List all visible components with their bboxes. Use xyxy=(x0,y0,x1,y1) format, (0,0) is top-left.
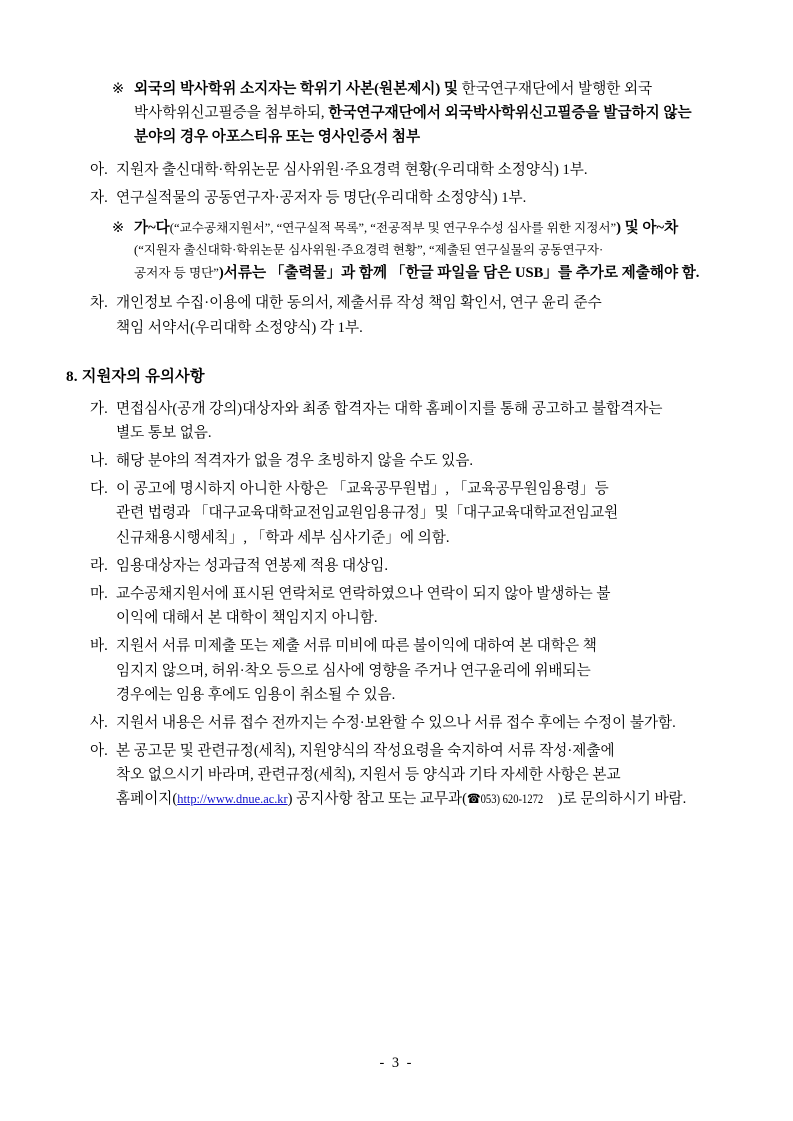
section8-item-a-line3 xyxy=(66,788,727,810)
section8-item-ra xyxy=(66,555,727,577)
section8-item-da-line1: 이 공고에 명시하지 아니한 사항은 「교육공무원법」, 「교육공무원임용령」등 xyxy=(116,481,609,498)
homepage-mid: ) 공지사항 참고 또는 교무과( xyxy=(287,791,467,808)
section8-item-da xyxy=(66,478,727,500)
section8-item-ga-line2: 별도 통보 없음. xyxy=(116,424,212,441)
note-forms-bold-2: ) 및 아~차 xyxy=(616,219,679,236)
phone-number: 053) 620-1272 xyxy=(480,792,544,807)
note-foreign-degree-line2 xyxy=(66,102,727,124)
note-foreign-degree-line3-bold: 분야의 경우 아포스티유 또는 영사인증서 첨부 xyxy=(134,129,421,146)
note-forms-bold-1: 가~다 xyxy=(134,219,170,236)
section8-item-na xyxy=(66,450,727,472)
section8-item-ga xyxy=(66,398,727,420)
section8-item-ma xyxy=(66,583,727,605)
note-foreign-degree-text xyxy=(134,78,727,100)
list-item-cha xyxy=(66,292,727,314)
section8-item-ra-marker: 라. xyxy=(90,557,108,574)
list-item-ja-text: 연구실적물의 공동연구자·공저자 등 명단(우리대학 소정양식) 1부. xyxy=(116,189,527,206)
section8-item-sa-line1: 지원서 내용은 서류 접수 전까지는 수정·보완할 수 있으나 서류 접수 후에는 수정이 불가함. xyxy=(116,714,676,731)
note-forms-line2-text: (“지원자 출신대학·학위논문 심사위원·주요경력 현황”, “제출된 연구실물의 공동연구자· xyxy=(134,243,604,258)
note-forms-line3 xyxy=(66,262,727,284)
section8-item-ga-marker: 가. xyxy=(90,400,108,417)
section8-item-ma-line2: 이익에 대해서 본 대학이 책임지지 아니함. xyxy=(116,610,378,627)
note-forms-plain-1: (“교수공채지원서”, “연구실적 목록”, “전공적부 및 연구우수성 심사를 위한 지정서” xyxy=(169,220,617,235)
list-item-cha-marker: 차. xyxy=(90,295,108,312)
section8-item-ba xyxy=(66,635,727,657)
section8-item-a-line2: 착오 없으시기 바라며, 관련규정(세칙), 지원서 등 양식과 기타 자세한 사항은 본교 xyxy=(116,767,621,784)
list-item-a xyxy=(66,159,727,181)
list-item-ja xyxy=(66,187,727,209)
section8-item-a xyxy=(66,740,727,762)
section8-item-sa xyxy=(66,712,727,734)
section8-item-a-line1: 본 공고문 및 관련규정(세칙), 지원양식의 작성요령을 숙지하여 서류 작성·제출에 xyxy=(116,743,615,760)
phone-icon: ☎ xyxy=(467,791,481,807)
section8-item-da-line2: 관련 법령과 「대구교육대학교전임교원임용규정」및「대구교육대학교전임교원 xyxy=(116,505,619,522)
note-foreign-degree-plain-1: 한국연구재단에서 발행한 외국 xyxy=(458,81,653,97)
note-forms-text xyxy=(134,217,727,239)
page-number: - 3 - xyxy=(379,1055,414,1072)
section8-item-a-marker: 아. xyxy=(90,743,108,760)
section8-item-da-line3: 신규채용시행세칙」, 「학과 세부 심사기준」에 의함. xyxy=(116,529,450,546)
note-forms xyxy=(66,217,727,239)
note-foreign-degree-line2-plain: 박사학위신고필증을 첨부하되, xyxy=(134,105,329,122)
note-forms-marker: ※ xyxy=(112,219,125,236)
section8-item-ma-marker: 마. xyxy=(90,585,108,602)
note-forms-line3-plain: 공저자 등 명단” xyxy=(134,266,219,281)
homepage-link[interactable]: http://www.dnue.ac.kr xyxy=(177,792,288,807)
section8-item-na-line1: 해당 분야의 적격자가 없을 경우 초빙하지 않을 수도 있음. xyxy=(116,453,474,470)
note-foreign-degree xyxy=(66,78,727,100)
list-item-a-marker: 아. xyxy=(90,161,108,178)
homepage-post: )로 문의하시기 바람. xyxy=(557,791,687,808)
section8-item-na-marker: 나. xyxy=(90,453,108,470)
homepage-prefix: 홈페이지( xyxy=(116,791,178,808)
section8-item-ba-marker: 바. xyxy=(90,638,108,655)
note-marker: ※ xyxy=(112,81,125,97)
section8-item-ga-line1: 면접심사(공개 강의)대상자와 최종 합격자는 대학 홈페이지를 통해 공고하고 불합격자는 xyxy=(116,400,663,417)
note-forms-line2 xyxy=(66,241,727,260)
list-item-cha-line2: 책임 서약서(우리대학 소정양식) 각 1부. xyxy=(116,319,363,336)
section-heading-8: 8. 지원자의 유의사항 xyxy=(66,367,205,385)
section8-item-ba-line3: 경우에는 임용 후에도 임용이 취소될 수 있음. xyxy=(116,686,396,703)
note-foreign-degree-line3 xyxy=(66,126,727,148)
section8-item-ba-line1: 지원서 서류 미제출 또는 제출 서류 미비에 따른 불이익에 대하여 본 대학은 책 xyxy=(116,638,597,655)
list-item-a-text: 지원자 출신대학·학위논문 심사위원·주요경력 현황(우리대학 소정양식) 1부. xyxy=(116,161,588,178)
note-forms-line3-bold: )서류는 「출력물」과 함께 「한글 파일을 담은 USB」를 추가로 제출해야 함. xyxy=(218,265,700,282)
list-item-ja-marker: 자. xyxy=(90,189,108,206)
section8-item-ba-line2: 임지지 않으며, 허위·착오 등으로 심사에 영향을 주거나 연구윤리에 위배되는 xyxy=(116,662,591,679)
section8-item-ma-line1: 교수공채지원서에 표시된 연락처로 연락하였으나 연락이 되지 않아 발생하는 불 xyxy=(116,585,611,602)
phone-block xyxy=(467,788,543,810)
section8-item-ra-line1: 임용대상자는 성과급적 연봉제 적용 대상임. xyxy=(116,557,388,574)
list-item-cha-line1: 개인정보 수집·이용에 대한 동의서, 제출서류 작성 책임 확인서, 연구 윤리 준수 xyxy=(116,295,602,312)
note-foreign-degree-line2-bold: 한국연구재단에서 외국박사학위신고필증을 발급하지 않는 xyxy=(328,105,692,122)
section8-item-sa-marker: 사. xyxy=(90,714,108,731)
note-foreign-degree-bold-1: 외국의 박사학위 소지자는 학위기 사본(원본제시) 및 xyxy=(134,81,459,97)
section8-item-da-marker: 다. xyxy=(90,481,108,498)
